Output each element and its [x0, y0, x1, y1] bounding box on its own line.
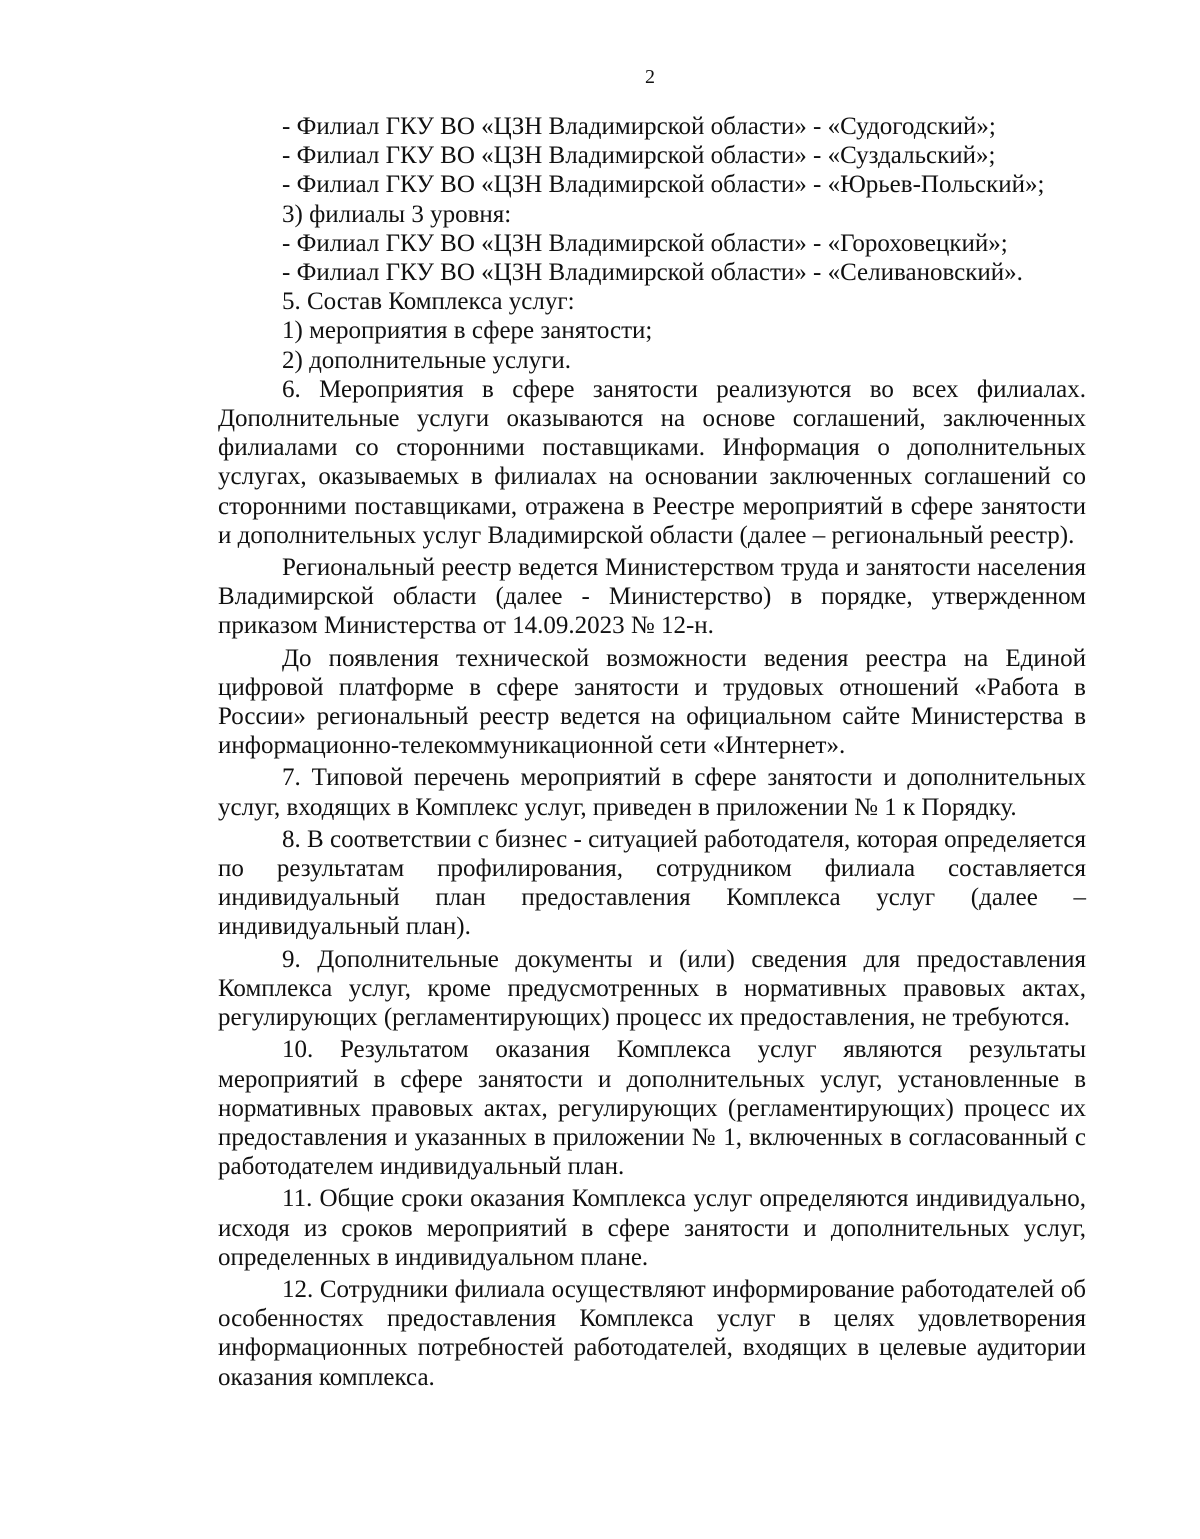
paragraph-7: 7. Типовой перечень мероприятий в сфере занятости и дополнительных услуг, входящих в Комплекс услуг, приведен в приложении № 1 к Порядку.: [218, 764, 1086, 821]
page-number: 2: [645, 66, 655, 88]
paragraph-12: 12. Сотрудники филиала осуществляют информирование работодателей об особенностях предоставления Комплекса услуг в целях удовлетворения информационных потребностей работодателей, входящих в целевые аудитории оказания комплекса.: [218, 1275, 1086, 1391]
paragraph-registry: Региональный реестр ведется Министерством труда и занятости населения Владимирской области (далее - Министерство) в порядке, утвержденном приказом Министерства от 14.09.2023 № 12-н.: [218, 554, 1086, 640]
list-item: 3) филиалы 3 уровня:: [282, 200, 512, 228]
paragraph-9: 9. Дополнительные документы и (или) сведения для предоставления Комплекса услуг, кроме предусмотренных в нормативных правовых актах, регулирующих (регламентирующих) процесс их предоставления, не требуются.: [218, 945, 1086, 1032]
paragraph-11: 11. Общие сроки оказания Комплекса услуг определяются индивидуально, исходя из сроков мероприятий в сфере занятости и дополнительных услуг, определенных в индивидуальном плане.: [218, 1185, 1086, 1271]
paragraph-8: 8. В соответствии с бизнес - ситуацией работодателя, которая определяется по результатам профилирования, сотрудником филиала составляется индивидуальный план предоставления Комплекса услуг (далее – индивидуальный план).: [218, 825, 1086, 941]
paragraph-6: 6. Мероприятия в сфере занятости реализуются во всех филиалах. Дополнительные услуги оказываются на основе соглашений, заключенных филиалами со сторонними поставщиками. Информация о дополнительных услугах, оказываемых в филиалах на основании заключенных соглашений со сторонними поставщиками, отражена в Реестре мероприятий в сфере занятости и дополнительных услуг Владимирской области (далее – региональный реестр).: [218, 375, 1086, 549]
list-item: 5. Состав Комплекса услуг:: [282, 288, 575, 316]
list-item: 2) дополнительные услуги.: [282, 346, 571, 374]
list-item: - Филиал ГКУ ВО «ЦЗН Владимирской области» - «Селивановский».: [282, 259, 1023, 287]
list-item: - Филиал ГКУ ВО «ЦЗН Владимирской области» - «Судогодский»;: [282, 113, 996, 140]
list-item: 1) мероприятия в сфере занятости;: [282, 317, 653, 345]
list-item: - Филиал ГКУ ВО «ЦЗН Владимирской области» - «Суздальский»;: [282, 142, 996, 170]
list-item: - Филиал ГКУ ВО «ЦЗН Владимирской области» - «Юрьев-Польский»;: [282, 171, 1045, 199]
list-item: - Филиал ГКУ ВО «ЦЗН Владимирской области» - «Гороховецкий»;: [282, 229, 1008, 257]
paragraph-10: 10. Результатом оказания Комплекса услуг являются результаты мероприятий в сфере занятости и дополнительных услуг, установленные в нормативных правовых актах, регулирующих (регламентирующих) процесс их предоставления и указанных в приложении № 1, включенных в согласованный с работодателем индивидуальный план.: [218, 1036, 1086, 1181]
paragraph-platform: До появления технической возможности ведения реестра на Единой цифровой платформе в сфере занятости и трудовых отношений «Работа в России» региональный реестр ведется на официальном сайте Министерства в информационно-телекоммуникационной сети «Интернет».: [218, 644, 1086, 760]
document-body: [218, 112, 1086, 1392]
